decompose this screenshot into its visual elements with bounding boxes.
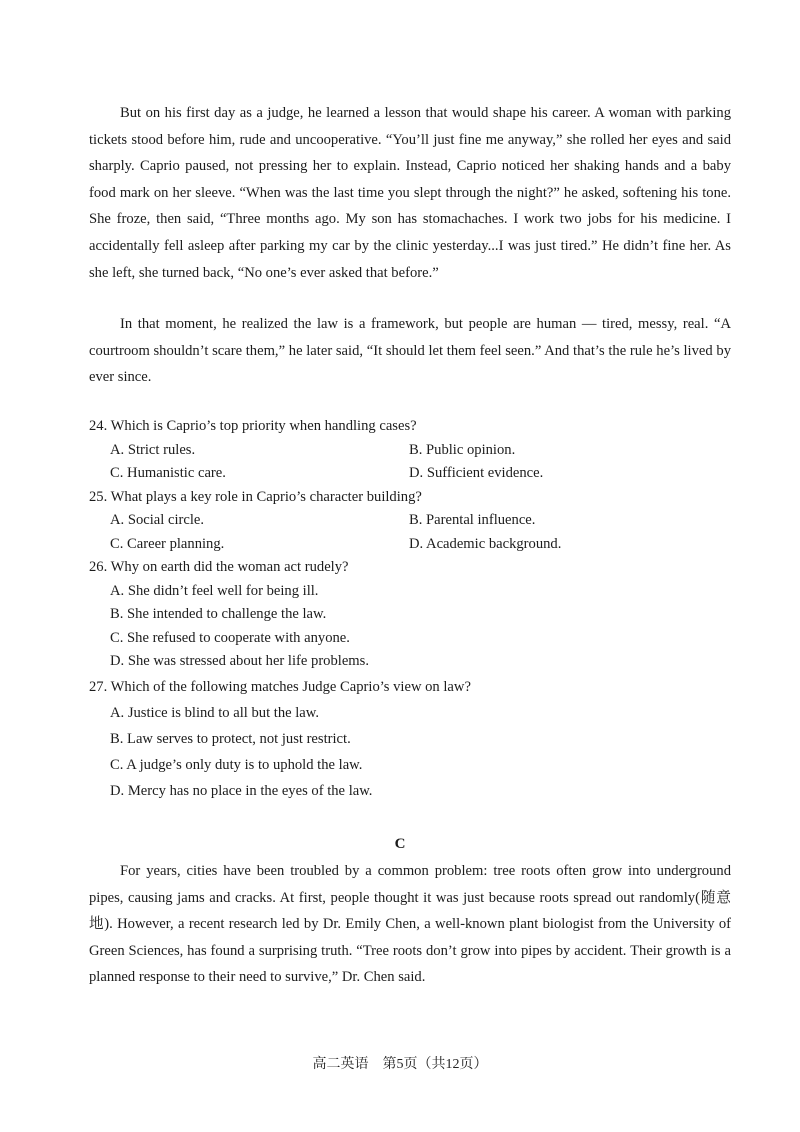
option-b: B. She intended to challenge the law. xyxy=(110,606,327,622)
passage-b-paragraph-1: But on his first day as a judge, he learned a lesson that would shape his career. A woman with parking tickets stood before him, rude and uncooperative. “You’ll just fine me anyway,” she rolled her eyes and said sharply. Caprio paused, not pressing her to explain. Instead, Caprio noticed her shaking hands and a baby food mark on her sleeve. “When was the last time you slept through the night?” he asked, softening his tone. She froze, then said, “Three months ago. My son has stomachaches. I work two jobs for his medicine. I accidentally fell asleep after parking my car by the clinic yesterday...I was just tired.” He didn’t fine her. As she left, she turned back, “No one’s ever asked that before.” xyxy=(89,105,731,281)
section-heading: C xyxy=(394,836,406,852)
option-d: D. She was stressed about her life problems. xyxy=(110,653,369,669)
question-stem: 25. What plays a key role in Caprio’s character building? xyxy=(89,488,422,505)
option-d: D. Mercy has no place in the eyes of the law. xyxy=(110,782,373,799)
question-24 xyxy=(89,415,749,486)
option-group xyxy=(89,509,749,556)
option-b: B. Parental influence. xyxy=(409,512,536,528)
option-c: C. Career planning. xyxy=(110,535,225,552)
option-group xyxy=(89,580,749,674)
page-footer: 高二英语 第5页（共12页） xyxy=(312,1057,488,1072)
option-group xyxy=(89,700,749,804)
option-a: A. Justice is blind to all but the law. xyxy=(110,704,320,721)
question-list xyxy=(89,415,749,804)
passage-b-paragraph-2: In that moment, he realized the law is a framework, but people are human — tired, messy, real. “A courtroom shouldn’t scare them,” he later said, “It should let them feel seen.” And that’s the rule he’s lived by ever since. xyxy=(89,316,731,386)
question-stem: 26. Why on earth did the woman act rudely? xyxy=(89,559,349,575)
question-stem: 27. Which of the following matches Judge Caprio’s view on law? xyxy=(89,678,471,695)
question-26 xyxy=(89,556,749,674)
option-a: A. Strict rules. xyxy=(110,441,196,458)
option-d: D. Academic background. xyxy=(409,535,562,552)
question-stem: 24. Which is Caprio’s top priority when handling cases? xyxy=(89,418,417,434)
passage-c-paragraph-1: For years, cities have been troubled by a common problem: tree roots often grow into underground pipes, causing jams and cracks. At first, people thought it was just because roots spread out randomly(随意地). However, a recent research led by Dr. Emily Chen, a well-known plant biologist from the University of Green Sciences, has found a surprising truth. “Tree roots don’t grow into pipes by accident. Their growth is a planned response to their need to survive,” Dr. Chen said. xyxy=(89,863,731,986)
option-b: B. Law serves to protect, not just restrict. xyxy=(110,730,351,747)
question-25 xyxy=(89,486,749,557)
option-c: C. A judge’s only duty is to uphold the law. xyxy=(110,756,363,773)
question-27 xyxy=(89,674,749,804)
option-b: B. Public opinion. xyxy=(409,441,516,458)
option-a: A. She didn’t feel well for being ill. xyxy=(110,582,319,599)
option-group xyxy=(89,439,749,486)
option-c: C. She refused to cooperate with anyone. xyxy=(110,629,350,646)
option-a: A. Social circle. xyxy=(110,512,205,528)
option-c: C. Humanistic care. xyxy=(110,465,226,481)
option-d: D. Sufficient evidence. xyxy=(409,465,544,481)
